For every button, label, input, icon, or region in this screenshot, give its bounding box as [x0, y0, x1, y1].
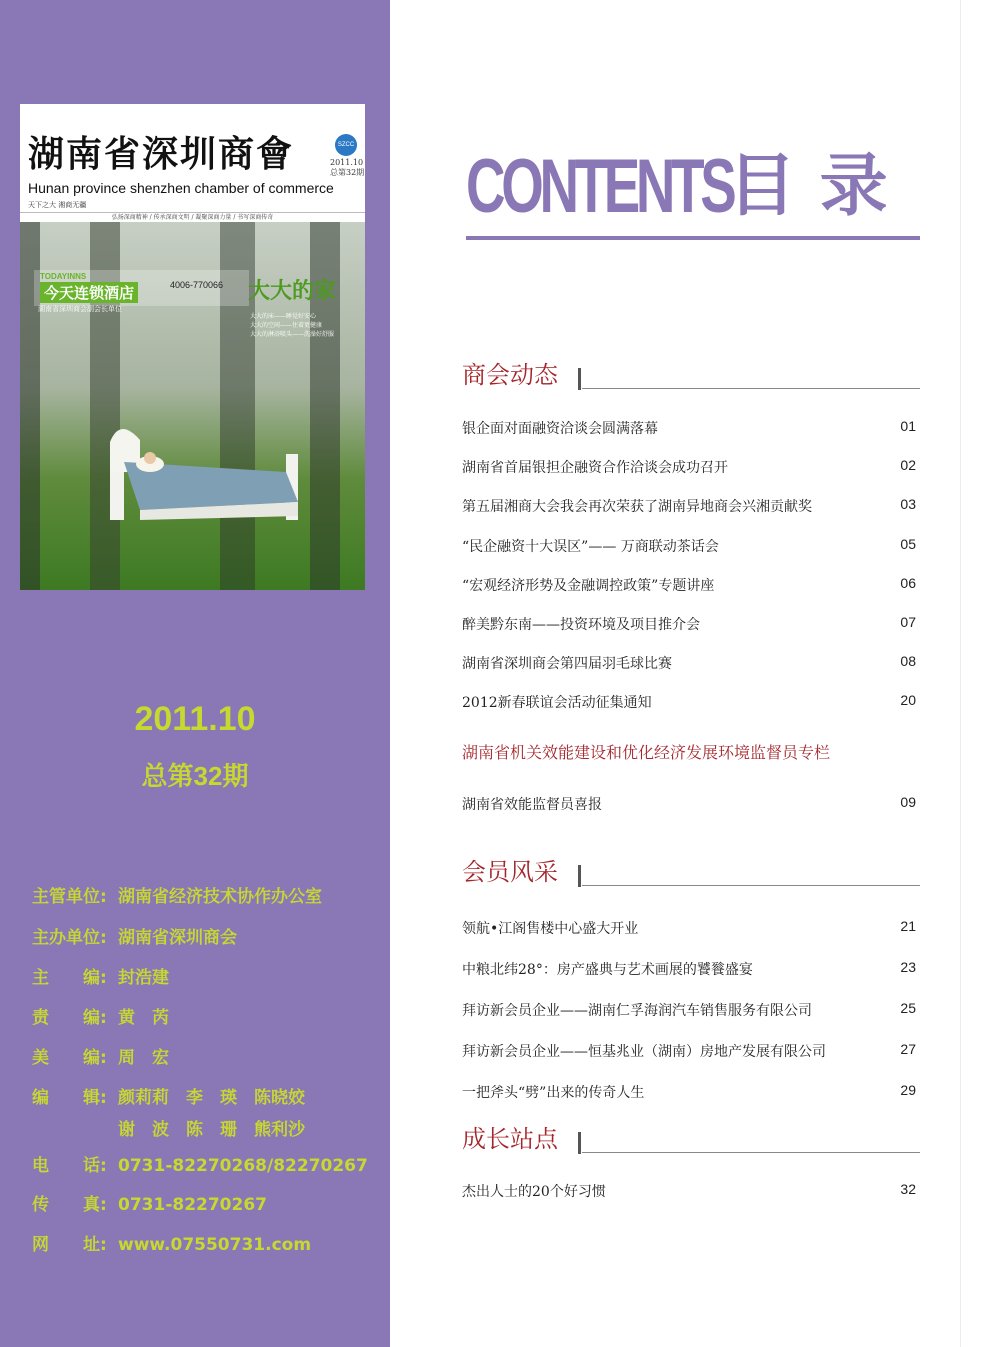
cover-subtitle: Hunan province shenzhen chamber of commerce: [28, 180, 334, 196]
toc-page: 06: [900, 575, 916, 591]
issue-number: 总第32期: [141, 761, 249, 791]
hotel-brand-en: TODAYINNS: [40, 272, 87, 281]
contents-title-en: CONTENTS: [466, 144, 733, 229]
masthead-value: 湖南省深圳商会: [118, 928, 237, 948]
section-title: 成长站点: [462, 1125, 558, 1153]
masthead-value: 0731-82270267: [118, 1195, 267, 1215]
section-divider: [578, 1132, 581, 1154]
section-divider: [578, 865, 581, 887]
toc-title: 一把斧头“劈”出来的传奇人生: [462, 1085, 645, 1101]
masthead-label: 电 话:: [32, 1156, 107, 1176]
toc-title: 拜访新会员企业——湖南仁孚海润汽车销售服务有限公司: [462, 1003, 812, 1019]
toc-title: 杰出人士的20个好习惯: [462, 1184, 606, 1200]
toc-title: 湖南省首届银担企融资合作洽谈会成功召开: [462, 460, 728, 476]
masthead-value: 0731-82270268/82270267: [118, 1156, 368, 1176]
masthead-row: [32, 1083, 305, 1108]
home-line: 大大的床——睡觉好安心: [250, 313, 317, 320]
masthead-label: 编 辑:: [32, 1088, 107, 1108]
magazine-cover: [20, 104, 365, 590]
toc-title: 领航•江阁售楼中心盛大开业: [462, 921, 639, 937]
cover-date: [330, 158, 364, 178]
hotel-phone: 4006-770066: [170, 280, 224, 290]
masthead-label: 主办单位:: [32, 928, 107, 948]
masthead-label: 网 址:: [32, 1235, 107, 1255]
cover-slogan-bar: 弘扬深商精神 / 传承深商文明 / 凝聚深商力量 / 书写深商传奇: [20, 212, 365, 223]
cover-motto: 天下之大 湘商无疆: [28, 201, 87, 209]
toc-title: 银企面对面融资洽谈会圆满落幕: [462, 421, 658, 437]
toc-title: 2012新春联谊会活动征集通知: [462, 695, 652, 711]
section-divider: [582, 388, 920, 389]
toc-title: “宏观经济形势及金融调控政策”专题讲座: [462, 578, 715, 594]
toc-title: 第五届湘商大会我会再次荣获了湖南异地商会兴湘贡献奖: [462, 499, 812, 515]
section-title: 商会动态: [462, 361, 558, 389]
toc-page: 32: [900, 1181, 916, 1197]
masthead-row: [32, 1230, 311, 1255]
toc-page: 08: [900, 653, 916, 669]
masthead-row: [32, 882, 322, 907]
toc-title: 湖南省深圳商会第四届羽毛球比赛: [462, 656, 672, 672]
toc-page: 25: [900, 1000, 916, 1016]
masthead-label: 主 编:: [32, 968, 107, 988]
masthead-row: [32, 1151, 368, 1176]
masthead-row: [32, 1043, 169, 1068]
special-column-title: 湖南省机关效能建设和优化经济发展环境监督员专栏: [462, 743, 831, 762]
hotel-brand: 今天连锁酒店: [40, 282, 138, 303]
bed-illustration: [100, 412, 310, 522]
section-header: [462, 1124, 920, 1154]
toc-page: 21: [900, 918, 916, 934]
issue-date: 2011.10: [134, 700, 256, 738]
masthead-row: [32, 1190, 267, 1215]
section-title: 会员风采: [462, 858, 558, 886]
masthead-value: 封浩建: [118, 968, 169, 988]
masthead-row: [32, 1115, 305, 1140]
toc-title: 湖南省效能监督员喜报: [462, 797, 602, 813]
contents-title-zh: 目 录: [728, 147, 888, 226]
contents-heading: [466, 142, 888, 232]
masthead-row: [32, 923, 237, 948]
toc-page: 20: [900, 692, 916, 708]
masthead-value: www.07550731.com: [118, 1235, 312, 1255]
toc-title: 中粮北纬28°：房产盛典与艺术画展的饕餮盛宴: [462, 962, 753, 978]
section-divider: [582, 1152, 920, 1153]
cover-date-value: 2011.10: [330, 158, 364, 167]
toc-page: 09: [900, 794, 916, 810]
contents-rule: [466, 236, 920, 240]
toc-page: 07: [900, 614, 916, 630]
chamber-logo-icon: SZCC: [335, 134, 357, 156]
home-slogan-lines: [250, 312, 334, 339]
home-line: 大大的淋浴喷头——洗澡好舒服: [250, 331, 335, 338]
toc-page: 01: [900, 418, 916, 434]
masthead-label: 传 真:: [32, 1195, 107, 1215]
masthead-value: 周 宏: [118, 1048, 169, 1068]
hotel-note: 湖南省深圳商会副会长单位: [38, 305, 122, 313]
masthead-value: 谢 波 陈 珊 熊利沙: [118, 1120, 305, 1140]
toc-title: 拜访新会员企业——恒基兆业（湖南）房地产发展有限公司: [462, 1044, 826, 1060]
masthead-row: [32, 963, 169, 988]
toc-page: 03: [900, 496, 916, 512]
toc-title: “民企融资十大误区”—— 万商联动茶话会: [462, 539, 719, 555]
toc-page: 02: [900, 457, 916, 473]
section-divider: [578, 368, 581, 390]
home-slogan: 大大的家: [248, 278, 337, 304]
toc-title: 醉美黔东南——投资环境及项目推介会: [462, 617, 700, 633]
masthead-value: 颜莉莉 李 瑛 陈晓姣: [118, 1088, 305, 1108]
masthead-label: 主管单位:: [32, 887, 107, 907]
section-divider: [582, 885, 920, 886]
page-edge: [960, 0, 1000, 1347]
section-header: [462, 360, 920, 390]
toc-page: 23: [900, 959, 916, 975]
masthead-label: 美 编:: [32, 1048, 107, 1068]
cover-forest-photo: [20, 222, 365, 590]
masthead-row: [32, 1003, 169, 1028]
cover-issue-value: 总第32期: [330, 168, 365, 177]
cover-title: 湖南省深圳商會: [28, 133, 295, 175]
toc-page: 27: [900, 1041, 916, 1057]
masthead-label: 责 编:: [32, 1008, 107, 1028]
toc-page: 05: [900, 536, 916, 552]
masthead-value: 黄 芮: [118, 1008, 169, 1028]
home-line: 大大的空间——住着更健康: [250, 322, 323, 329]
masthead-value: 湖南省经济技术协作办公室: [118, 887, 322, 907]
toc-page: 29: [900, 1082, 916, 1098]
section-header: [462, 857, 920, 887]
